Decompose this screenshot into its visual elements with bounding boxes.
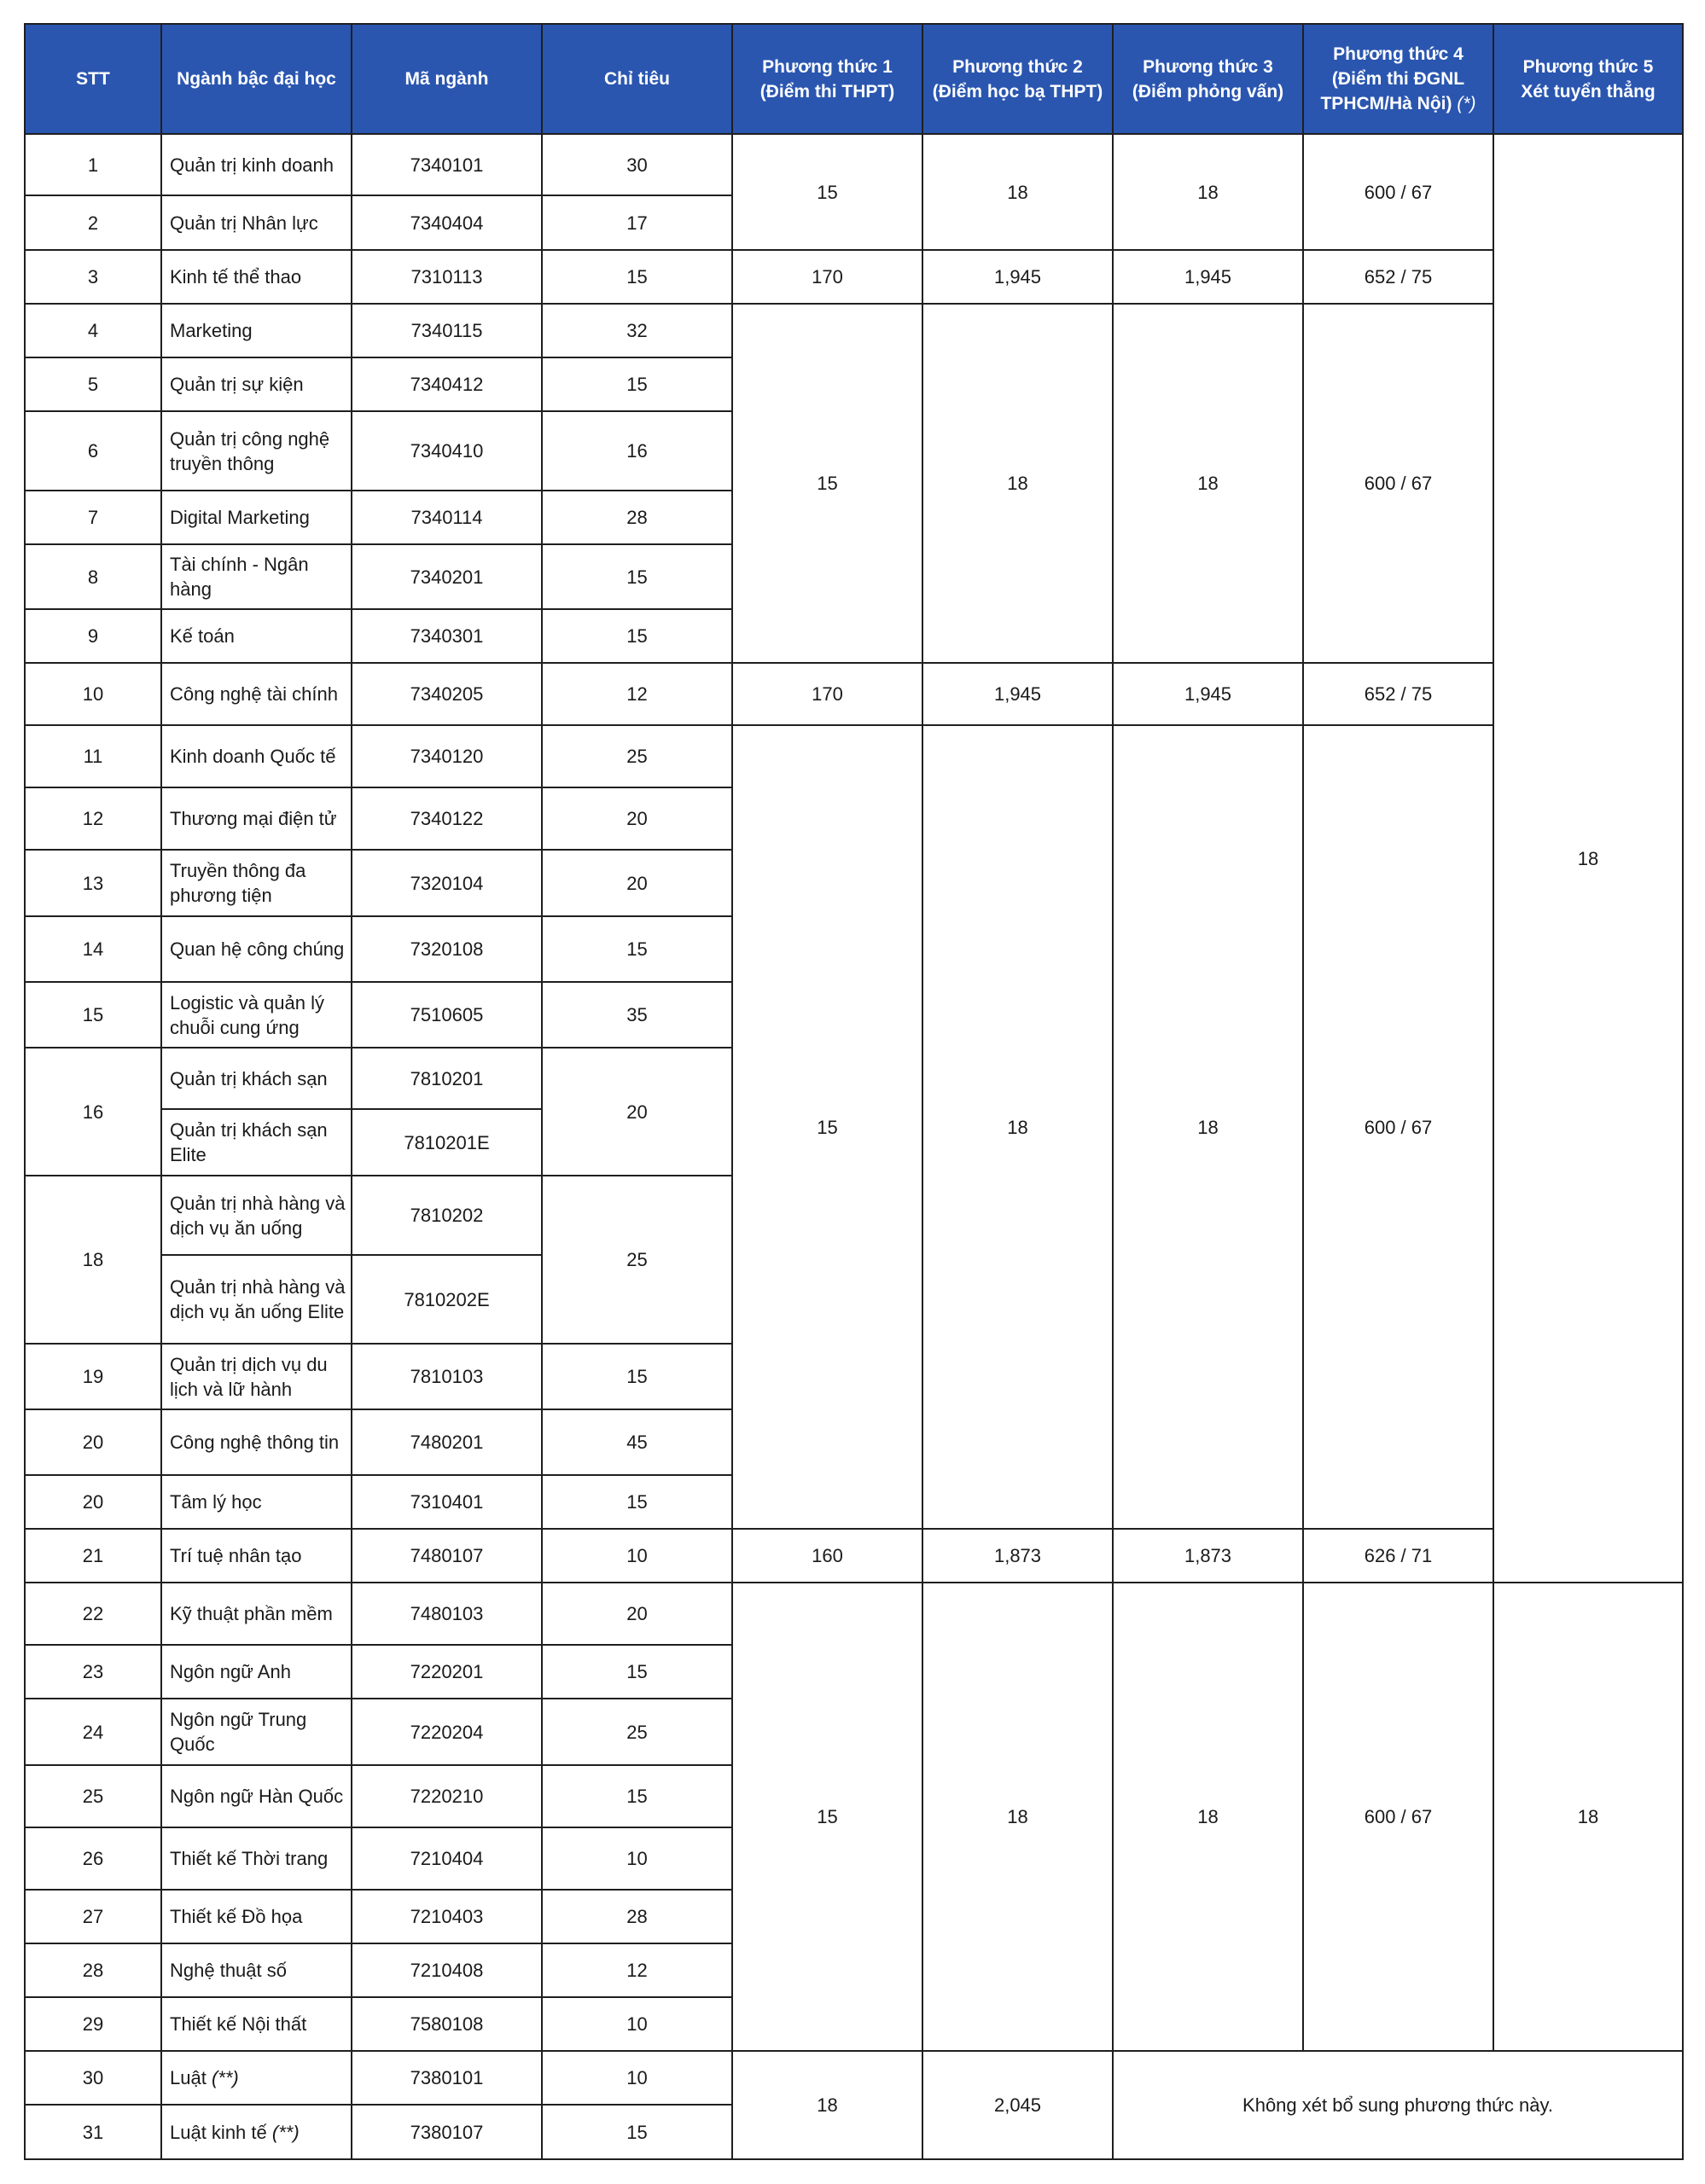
- pt2-score-cell: 18: [922, 134, 1113, 250]
- major-name-cell: Quản trị công nghệ truyền thông: [161, 411, 352, 491]
- quota-cell: 12: [542, 1943, 732, 1997]
- major-name-cell: Quản trị nhà hàng và dịch vụ ăn uống Elite: [161, 1255, 352, 1344]
- major-name-cell: Quản trị khách sạn: [161, 1048, 352, 1109]
- stt-cell: 23: [25, 1645, 161, 1699]
- pt2-score-cell: 2,045: [922, 2051, 1113, 2159]
- pt1-score-cell: 170: [732, 250, 922, 304]
- major-code-cell: 7340404: [352, 195, 542, 250]
- header-chi-tieu: [542, 24, 732, 134]
- major-name-cell: Ngôn ngữ Hàn Quốc: [161, 1765, 352, 1827]
- stt-cell: 16: [25, 1048, 161, 1176]
- stt-cell: 13: [25, 850, 161, 916]
- major-code-cell: 7220201: [352, 1645, 542, 1699]
- quota-cell: 15: [542, 250, 732, 304]
- pt1-score-cell: 160: [732, 1529, 922, 1583]
- major-name-cell: Công nghệ tài chính: [161, 663, 352, 725]
- stt-cell: 15: [25, 982, 161, 1048]
- major-code-cell: 7380107: [352, 2105, 542, 2159]
- quota-cell: 10: [542, 1827, 732, 1890]
- major-name-cell: Nghệ thuật số: [161, 1943, 352, 1997]
- major-code-cell: 7340120: [352, 725, 542, 787]
- stt-cell: 5: [25, 357, 161, 411]
- table-row: [25, 250, 1683, 304]
- stt-cell: 27: [25, 1890, 161, 1943]
- major-code-cell: 7340201: [352, 544, 542, 609]
- pt2-score-cell: 18: [922, 304, 1113, 663]
- stt-cell: 2: [25, 195, 161, 250]
- header-pt4-note: (*): [1457, 94, 1476, 113]
- major-name-cell: Thương mại điện tử: [161, 787, 352, 850]
- pt3-score-cell: 1,873: [1113, 1529, 1303, 1583]
- major-name-cell: Digital Marketing: [161, 491, 352, 544]
- pt3-score-cell: 18: [1113, 1583, 1303, 2051]
- header-stt: [25, 24, 161, 134]
- major-name-cell: Kinh tế thể thao: [161, 250, 352, 304]
- header-pt1-title: Phương thức 1: [762, 56, 893, 77]
- major-code-cell: 7810103: [352, 1344, 542, 1409]
- major-name-cell: Kế toán: [161, 609, 352, 663]
- table-row: [25, 663, 1683, 725]
- pt1-score-cell: 15: [732, 134, 922, 250]
- major-name-cell: [161, 2105, 352, 2159]
- header-ma-nganh: [352, 24, 542, 134]
- stt-cell: 18: [25, 1176, 161, 1344]
- pt5-score-cell-top: 18: [1493, 134, 1683, 1583]
- header-chitieu-label: Chỉ tiêu: [604, 69, 670, 89]
- stt-cell: 19: [25, 1344, 161, 1409]
- pt2-score-cell: 18: [922, 725, 1113, 1529]
- header-pt2: [922, 24, 1113, 134]
- admission-table-container: [24, 23, 1684, 2160]
- quota-cell: 30: [542, 134, 732, 195]
- major-code-cell: 7320104: [352, 850, 542, 916]
- quota-cell: 20: [542, 1048, 732, 1176]
- pt2-score-cell: 1,945: [922, 250, 1113, 304]
- major-code-cell: 7810201E: [352, 1109, 542, 1176]
- major-code-cell: 7340122: [352, 787, 542, 850]
- major-code-cell: 7340205: [352, 663, 542, 725]
- stt-cell: 28: [25, 1943, 161, 1997]
- major-name-text: Luật: [170, 2067, 207, 2088]
- quota-cell: 17: [542, 195, 732, 250]
- major-name-cell: Kinh doanh Quốc tế: [161, 725, 352, 787]
- header-pt2-title: Phương thức 2: [952, 56, 1083, 77]
- pt2-score-cell: 1,873: [922, 1529, 1113, 1583]
- major-code-cell: 7310113: [352, 250, 542, 304]
- quota-cell: 10: [542, 1529, 732, 1583]
- stt-cell: 1: [25, 134, 161, 195]
- major-name-cell: Thiết kế Nội thất: [161, 1997, 352, 2051]
- major-name-cell: Logistic và quản lý chuỗi cung ứng: [161, 982, 352, 1048]
- quota-cell: 32: [542, 304, 732, 357]
- pt4-score-cell: 652 / 75: [1303, 250, 1493, 304]
- header-pt4-sub: (Điểm thi ĐGNL TPHCM/Hà Nội): [1320, 69, 1465, 113]
- major-name-cell: Quản trị nhà hàng và dịch vụ ăn uống: [161, 1176, 352, 1255]
- stt-cell: 26: [25, 1827, 161, 1890]
- quota-cell: 25: [542, 1699, 732, 1765]
- major-code-cell: 7310401: [352, 1475, 542, 1529]
- major-name-cell: Quản trị dịch vụ du lịch và lữ hành: [161, 1344, 352, 1409]
- stt-cell: 24: [25, 1699, 161, 1765]
- pt4-score-cell: 652 / 75: [1303, 663, 1493, 725]
- major-name-cell: [161, 2051, 352, 2105]
- major-name-cell: Quan hệ công chúng: [161, 916, 352, 982]
- major-code-cell: 7340114: [352, 491, 542, 544]
- stt-cell: 10: [25, 663, 161, 725]
- major-code-cell: 7480103: [352, 1583, 542, 1645]
- quota-cell: 15: [542, 357, 732, 411]
- table-row: [25, 1583, 1683, 1645]
- pt1-score-cell: 18: [732, 2051, 922, 2159]
- pt2-score-cell: 18: [922, 1583, 1113, 2051]
- table-row: [25, 725, 1683, 787]
- stt-cell: 3: [25, 250, 161, 304]
- header-pt4-title: Phương thức 4: [1333, 44, 1464, 64]
- major-name-cell: Công nghệ thông tin: [161, 1409, 352, 1475]
- major-name-note: (**): [211, 2067, 239, 2088]
- major-name-cell: Truyền thông đa phương tiện: [161, 850, 352, 916]
- admission-table: [24, 23, 1684, 2160]
- quota-cell: 15: [542, 1645, 732, 1699]
- quota-cell: 28: [542, 1890, 732, 1943]
- pt3-score-cell: 18: [1113, 134, 1303, 250]
- quota-cell: 20: [542, 1583, 732, 1645]
- major-code-cell: 7580108: [352, 1997, 542, 2051]
- quota-cell: 25: [542, 725, 732, 787]
- major-code-cell: 7380101: [352, 2051, 542, 2105]
- stt-cell: 31: [25, 2105, 161, 2159]
- major-name-cell: Thiết kế Đồ họa: [161, 1890, 352, 1943]
- major-name-cell: Tài chính - Ngân hàng: [161, 544, 352, 609]
- major-name-cell: Quản trị Nhân lực: [161, 195, 352, 250]
- major-code-cell: 7210404: [352, 1827, 542, 1890]
- quota-cell: 25: [542, 1176, 732, 1344]
- header-stt-label: STT: [76, 69, 110, 89]
- pt3-score-cell: 18: [1113, 304, 1303, 663]
- major-name-cell: Ngôn ngữ Anh: [161, 1645, 352, 1699]
- major-code-cell: 7220210: [352, 1765, 542, 1827]
- major-name-text: Luật kinh tế: [170, 2121, 267, 2143]
- pt3-score-cell: 18: [1113, 725, 1303, 1529]
- major-name-cell: Thiết kế Thời trang: [161, 1827, 352, 1890]
- header-pt1-sub: (Điểm thi THPT): [759, 81, 895, 102]
- stt-cell: 9: [25, 609, 161, 663]
- stt-cell: 11: [25, 725, 161, 787]
- header-pt3-title: Phương thức 3: [1143, 56, 1273, 77]
- quota-cell: 12: [542, 663, 732, 725]
- major-code-cell: 7210403: [352, 1890, 542, 1943]
- pt4-score-cell: 600 / 67: [1303, 304, 1493, 663]
- major-name-cell: Trí tuệ nhân tạo: [161, 1529, 352, 1583]
- table-row: [25, 134, 1683, 195]
- stt-cell: 4: [25, 304, 161, 357]
- pt1-score-cell: 15: [732, 1583, 922, 2051]
- major-code-cell: 7340412: [352, 357, 542, 411]
- stt-cell: 21: [25, 1529, 161, 1583]
- pt4-score-cell: 600 / 67: [1303, 725, 1493, 1529]
- table-row: [25, 304, 1683, 357]
- stt-cell: 12: [25, 787, 161, 850]
- header-pt3: [1113, 24, 1303, 134]
- header-pt5-sub: Xét tuyển thẳng: [1521, 81, 1656, 102]
- quota-cell: 15: [542, 1765, 732, 1827]
- stt-cell: 22: [25, 1583, 161, 1645]
- quota-cell: 15: [542, 609, 732, 663]
- stt-cell: 29: [25, 1997, 161, 2051]
- major-code-cell: 7480201: [352, 1409, 542, 1475]
- header-pt2-sub: (Điểm học bạ THPT): [932, 81, 1103, 102]
- pt3-score-cell: 1,945: [1113, 250, 1303, 304]
- major-name-cell: Quản trị khách sạn Elite: [161, 1109, 352, 1176]
- table-row: [25, 2051, 1683, 2105]
- header-nganh: [161, 24, 352, 134]
- quota-cell: 15: [542, 544, 732, 609]
- quota-cell: 15: [542, 2105, 732, 2159]
- major-name-cell: Marketing: [161, 304, 352, 357]
- header-pt5-title: Phương thức 5: [1522, 56, 1654, 77]
- header-pt1: [732, 24, 922, 134]
- pt3-score-cell: 1,945: [1113, 663, 1303, 725]
- major-code-cell: 7210408: [352, 1943, 542, 1997]
- pt1-score-cell: 15: [732, 725, 922, 1529]
- quota-cell: 16: [542, 411, 732, 491]
- quota-cell: 15: [542, 1475, 732, 1529]
- quota-cell: 15: [542, 916, 732, 982]
- quota-cell: 20: [542, 850, 732, 916]
- pt2-score-cell: 1,945: [922, 663, 1113, 725]
- header-pt5: [1493, 24, 1683, 134]
- stt-cell: 6: [25, 411, 161, 491]
- stt-cell: 30: [25, 2051, 161, 2105]
- major-name-cell: Tâm lý học: [161, 1475, 352, 1529]
- quota-cell: 10: [542, 1997, 732, 2051]
- quota-cell: 35: [542, 982, 732, 1048]
- header-nganh-label: Ngành bậc đại học: [177, 69, 336, 89]
- table-row: [25, 1529, 1683, 1583]
- major-code-cell: 7340115: [352, 304, 542, 357]
- stt-cell: 8: [25, 544, 161, 609]
- stt-cell: 14: [25, 916, 161, 982]
- pt4-score-cell: 600 / 67: [1303, 134, 1493, 250]
- quota-cell: 45: [542, 1409, 732, 1475]
- major-name-cell: Kỹ thuật phần mềm: [161, 1583, 352, 1645]
- stt-cell: 20: [25, 1475, 161, 1529]
- major-code-cell: 7340301: [352, 609, 542, 663]
- header-row: [25, 24, 1683, 134]
- pt4-score-cell: 626 / 71: [1303, 1529, 1493, 1583]
- major-code-cell: 7510605: [352, 982, 542, 1048]
- header-pt4: [1303, 24, 1493, 134]
- pt4-score-cell: 600 / 67: [1303, 1583, 1493, 2051]
- stt-cell: 7: [25, 491, 161, 544]
- major-code-cell: 7320108: [352, 916, 542, 982]
- quota-cell: 28: [542, 491, 732, 544]
- pt1-score-cell: 170: [732, 663, 922, 725]
- major-code-cell: 7810202: [352, 1176, 542, 1255]
- header-pt3-sub: (Điểm phỏng vấn): [1132, 81, 1284, 102]
- major-code-cell: 7810202E: [352, 1255, 542, 1344]
- major-name-cell: Quản trị sự kiện: [161, 357, 352, 411]
- major-code-cell: 7340101: [352, 134, 542, 195]
- quota-cell: 10: [542, 2051, 732, 2105]
- pt5-score-cell-bottom: 18: [1493, 1583, 1683, 2051]
- major-name-cell: Quản trị kinh doanh: [161, 134, 352, 195]
- stt-cell: 25: [25, 1765, 161, 1827]
- major-code-cell: 7220204: [352, 1699, 542, 1765]
- major-name-cell: Ngôn ngữ Trung Quốc: [161, 1699, 352, 1765]
- not-applicable-note: Không xét bổ sung phương thức này.: [1113, 2051, 1683, 2159]
- major-name-note: (**): [271, 2121, 300, 2143]
- major-code-cell: 7340410: [352, 411, 542, 491]
- pt1-score-cell: 15: [732, 304, 922, 663]
- major-code-cell: 7810201: [352, 1048, 542, 1109]
- quota-cell: 15: [542, 1344, 732, 1409]
- quota-cell: 20: [542, 787, 732, 850]
- header-ma-label: Mã ngành: [404, 69, 489, 89]
- major-code-cell: 7480107: [352, 1529, 542, 1583]
- stt-cell: 20: [25, 1409, 161, 1475]
